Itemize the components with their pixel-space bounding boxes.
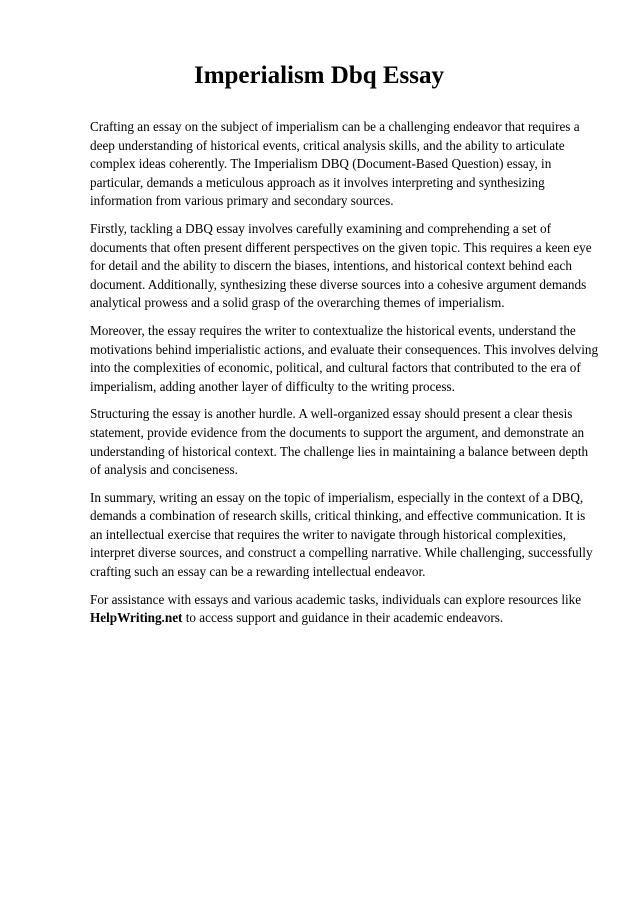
closing-text-before: For assistance with essays and various academic tasks, individuals can explore resources like [90, 591, 582, 607]
paragraph-1: Crafting an essay on the subject of imperialism can be a challenging endeavor that requires a deep understanding of historical events, critical analysis skills, and the ability to articulate complex ideas coherently. The Imperialism DBQ (Document-Based Question) essay, in particular, demands a meticulous approach as it involves interpreting and synthesizing information from various primary and secondary sources. [90, 119, 580, 209]
closing-text-after: to access support and guidance in their academic endeavors. [182, 610, 504, 626]
closing-paragraph [90, 591, 600, 628]
paragraph-5: In summary, writing an essay on the topic of imperialism, especially in the context of a DBQ, demands a combination of research skills, critical thinking, and effective communication. It is an intellectual exercise that requires the writer to navigate through historical complexities, interpret diverse sources, and construct a compelling narrative. While challenging, successfully crafting such an essay can be a rewarding intellectual endeavor. [90, 489, 593, 580]
document-body [90, 118, 600, 637]
document-title: Imperialism Dbq Essay [193, 62, 445, 89]
helpwriting-link[interactable]: HelpWriting.net [90, 610, 183, 626]
paragraph-2: Firstly, tackling a DBQ essay involves carefully examining and comprehending a set of documents that often present different perspectives on the given topic. This requires a keen eye for detail and the ability to discern the biases, intentions, and historical context behind each document. Additionally, synthesizing these diverse sources into a cohesive argument demands analytical prowess and a solid grasp of the overarching themes of imperialism. [90, 220, 592, 311]
paragraph-4: Structuring the essay is another hurdle. A well-organized essay should present a clear thesis statement, provide evidence from the documents to support the argument, and demonstrate an understanding of historical context. The challenge lies in maintaining a balance between depth of analysis and conciseness. [90, 406, 589, 478]
paragraph-3: Moreover, the essay requires the writer to contextualize the historical events, understand the motivations behind imperialistic actions, and evaluate their consequences. This involves delving into the complexities of economic, political, and cultural factors that contributed to the era of imperialism, adding another layer of difficulty to the writing process. [90, 322, 599, 394]
